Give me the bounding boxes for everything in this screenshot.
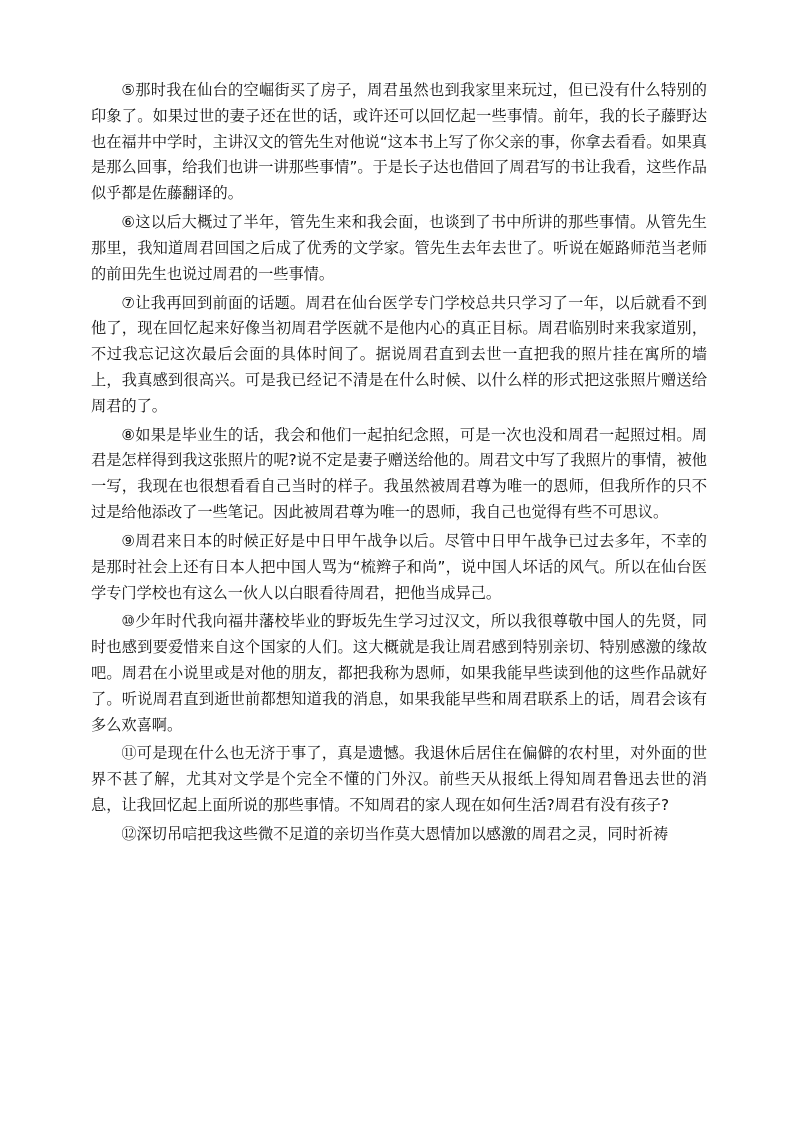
- article-body: [91, 78, 707, 851]
- paragraph-6: ⑥这以后大概过了半年，管先生来和我会面，也谈到了书中所讲的那些事情。从管先生那里，我知道周君回国之后成了优秀的文学家。管先生去年去世了。听说在姬路师范当老师的前田先生也说过周君的一些事情。: [91, 213, 707, 283]
- paragraph-7: ⑦让我再回到前面的话题。周君在仙台医学专门学校总共只学习了一年，以后就看不到他了，现在回忆起来好像当初周君学医就不是他内心的真正目标。周君临别时来我家道别，不过我忘记这次最后会面的具体时间了。据说周君直到去世一直把我的照片挂在寓所的墙上，我真感到很高兴。可是我已经记不清是在什么时候、以什么样的形式把这张照片赠送给周君的了。: [91, 293, 707, 415]
- paragraph-11: ⑪可是现在什么也无济于事了，真是遗憾。我退休后居住在偏僻的农村里，对外面的世界不甚了解，尤其对文学是个完全不懂的门外汉。前些天从报纸上得知周君鲁迅去世的消息，让我回忆起上面所说的那些事情。不知周君的家人现在如何生活?周君有没有孩子?: [91, 744, 707, 815]
- paragraph-8: ⑧如果是毕业生的话，我会和他们一起拍纪念照，可是一次也没和周君一起照过相。周君是怎样得到我这张照片的呢?说不定是妻子赠送给他的。周君文中写了我照片的事情，被他一写，我现在也很想看看自己当时的样子。我虽然被周君尊为唯一的恩师，但我所作的只不过是给他添改了一些笔记。因此被周君尊为唯一的恩师，我自己也觉得有些不可思议。: [91, 425, 707, 522]
- paragraph-10: ⑩少年时代我向福井藩校毕业的野坂先生学习过汉文，所以我很尊敬中国人的先贤，同时也感到要爱惜来自这个国家的人们。这大概就是我让周君感到特别亲切、特别感激的缘故吧。周君在小说里或是对他的朋友，都把我称为恩师，如果我能早些读到他的这些作品就好了。听说周君直到逝世前都想知道我的消息，如果我能早些和周君联系上的话，周君会该有多么欢喜啊。: [91, 612, 707, 734]
- paragraph-9: ⑨周君来日本的时候正好是中日甲午战争以后。尽管中日甲午战争已过去多年，不幸的是那时社会上还有日本人把中国人骂为“梳辫子和尚”，说中国人坏话的风气。所以在仙台医学专门学校也有这么一伙人以白眼看待周君，把他当成异己。: [91, 531, 707, 602]
- paragraph-12: ⑫深切吊唁把我这些微不足道的亲切当作莫大恩情加以感激的周君之灵，同时祈祷: [121, 824, 669, 843]
- paragraph-5: ⑤那时我在仙台的空崛街买了房子，周君虽然也到我家里来玩过，但已没有什么特别的印象了。如果过世的妻子还在世的话，或许还可以回忆起一些事情。前年，我的长子藤野达也在福井中学时，主讲汉文的管先生对他说“这本书上写了你父亲的事，你拿去看看。如果真是那么回事，给我们也讲一讲那些事情”。于是长子达也借回了周君写的书让我看，这些作品似乎都是佐藤翻译的。: [91, 81, 707, 203]
